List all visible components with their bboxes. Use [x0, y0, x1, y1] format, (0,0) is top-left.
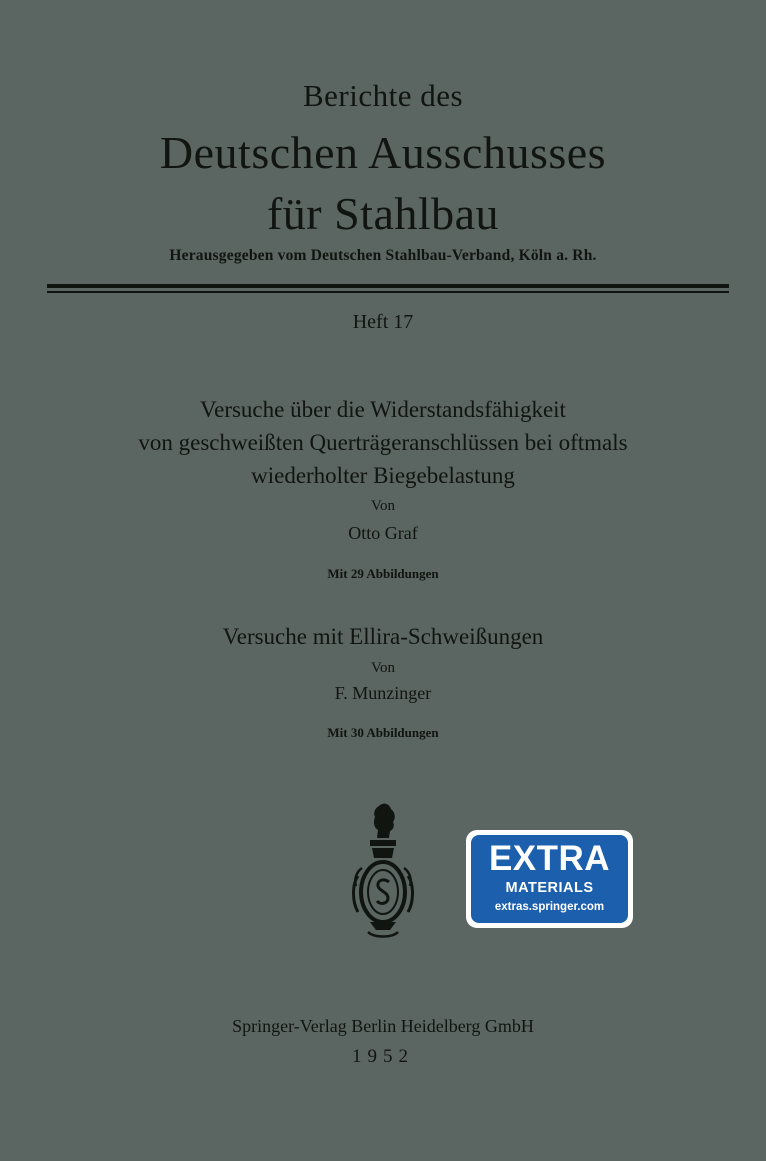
badge-url-link[interactable]: extras.springer.com	[494, 901, 605, 913]
part1-by: Von	[371, 498, 395, 514]
editor-line: Herausgegeben vom Deutschen Stahlbau-Verband, Köln a. Rh.	[169, 247, 597, 264]
issue-number: Heft 17	[352, 311, 414, 333]
extra-materials-badge[interactable]	[466, 830, 633, 928]
extra-materials-badge-panel	[471, 835, 628, 923]
publication-year: 1952	[352, 1046, 414, 1067]
part1-title-line-2: von geschweißten Querträgeranschlüssen bei oftmals	[138, 430, 628, 455]
springer-knight-emblem	[350, 800, 416, 940]
part2-title: Versuche mit Ellira-Schweißungen	[222, 624, 544, 649]
divider-thin	[47, 291, 729, 293]
badge-materials-label: MATERIALS	[505, 880, 594, 896]
series-title-line-1: Berichte des	[302, 78, 464, 113]
part1-author: Otto Graf	[348, 523, 418, 543]
publisher-name: Springer-Verlag Berlin Heidelberg GmbH	[232, 1016, 534, 1036]
part1-title-line-3: wiederholter Biegebelastung	[251, 463, 515, 488]
part1-illustrations: Mit 29 Abbildungen	[327, 566, 439, 581]
divider-thick	[47, 284, 729, 288]
badge-extra-label: EXTRA	[488, 839, 611, 878]
series-title-line-3: für Stahlbau	[266, 188, 500, 239]
part2-by: Von	[371, 660, 395, 676]
part2-illustrations: Mit 30 Abbildungen	[327, 725, 439, 740]
part1-title-line-1: Versuche über die Widerstandsfähigkeit	[200, 397, 566, 422]
part2-author: F. Munzinger	[334, 683, 432, 703]
series-title-line-2: Deutschen Ausschusses	[159, 127, 607, 178]
